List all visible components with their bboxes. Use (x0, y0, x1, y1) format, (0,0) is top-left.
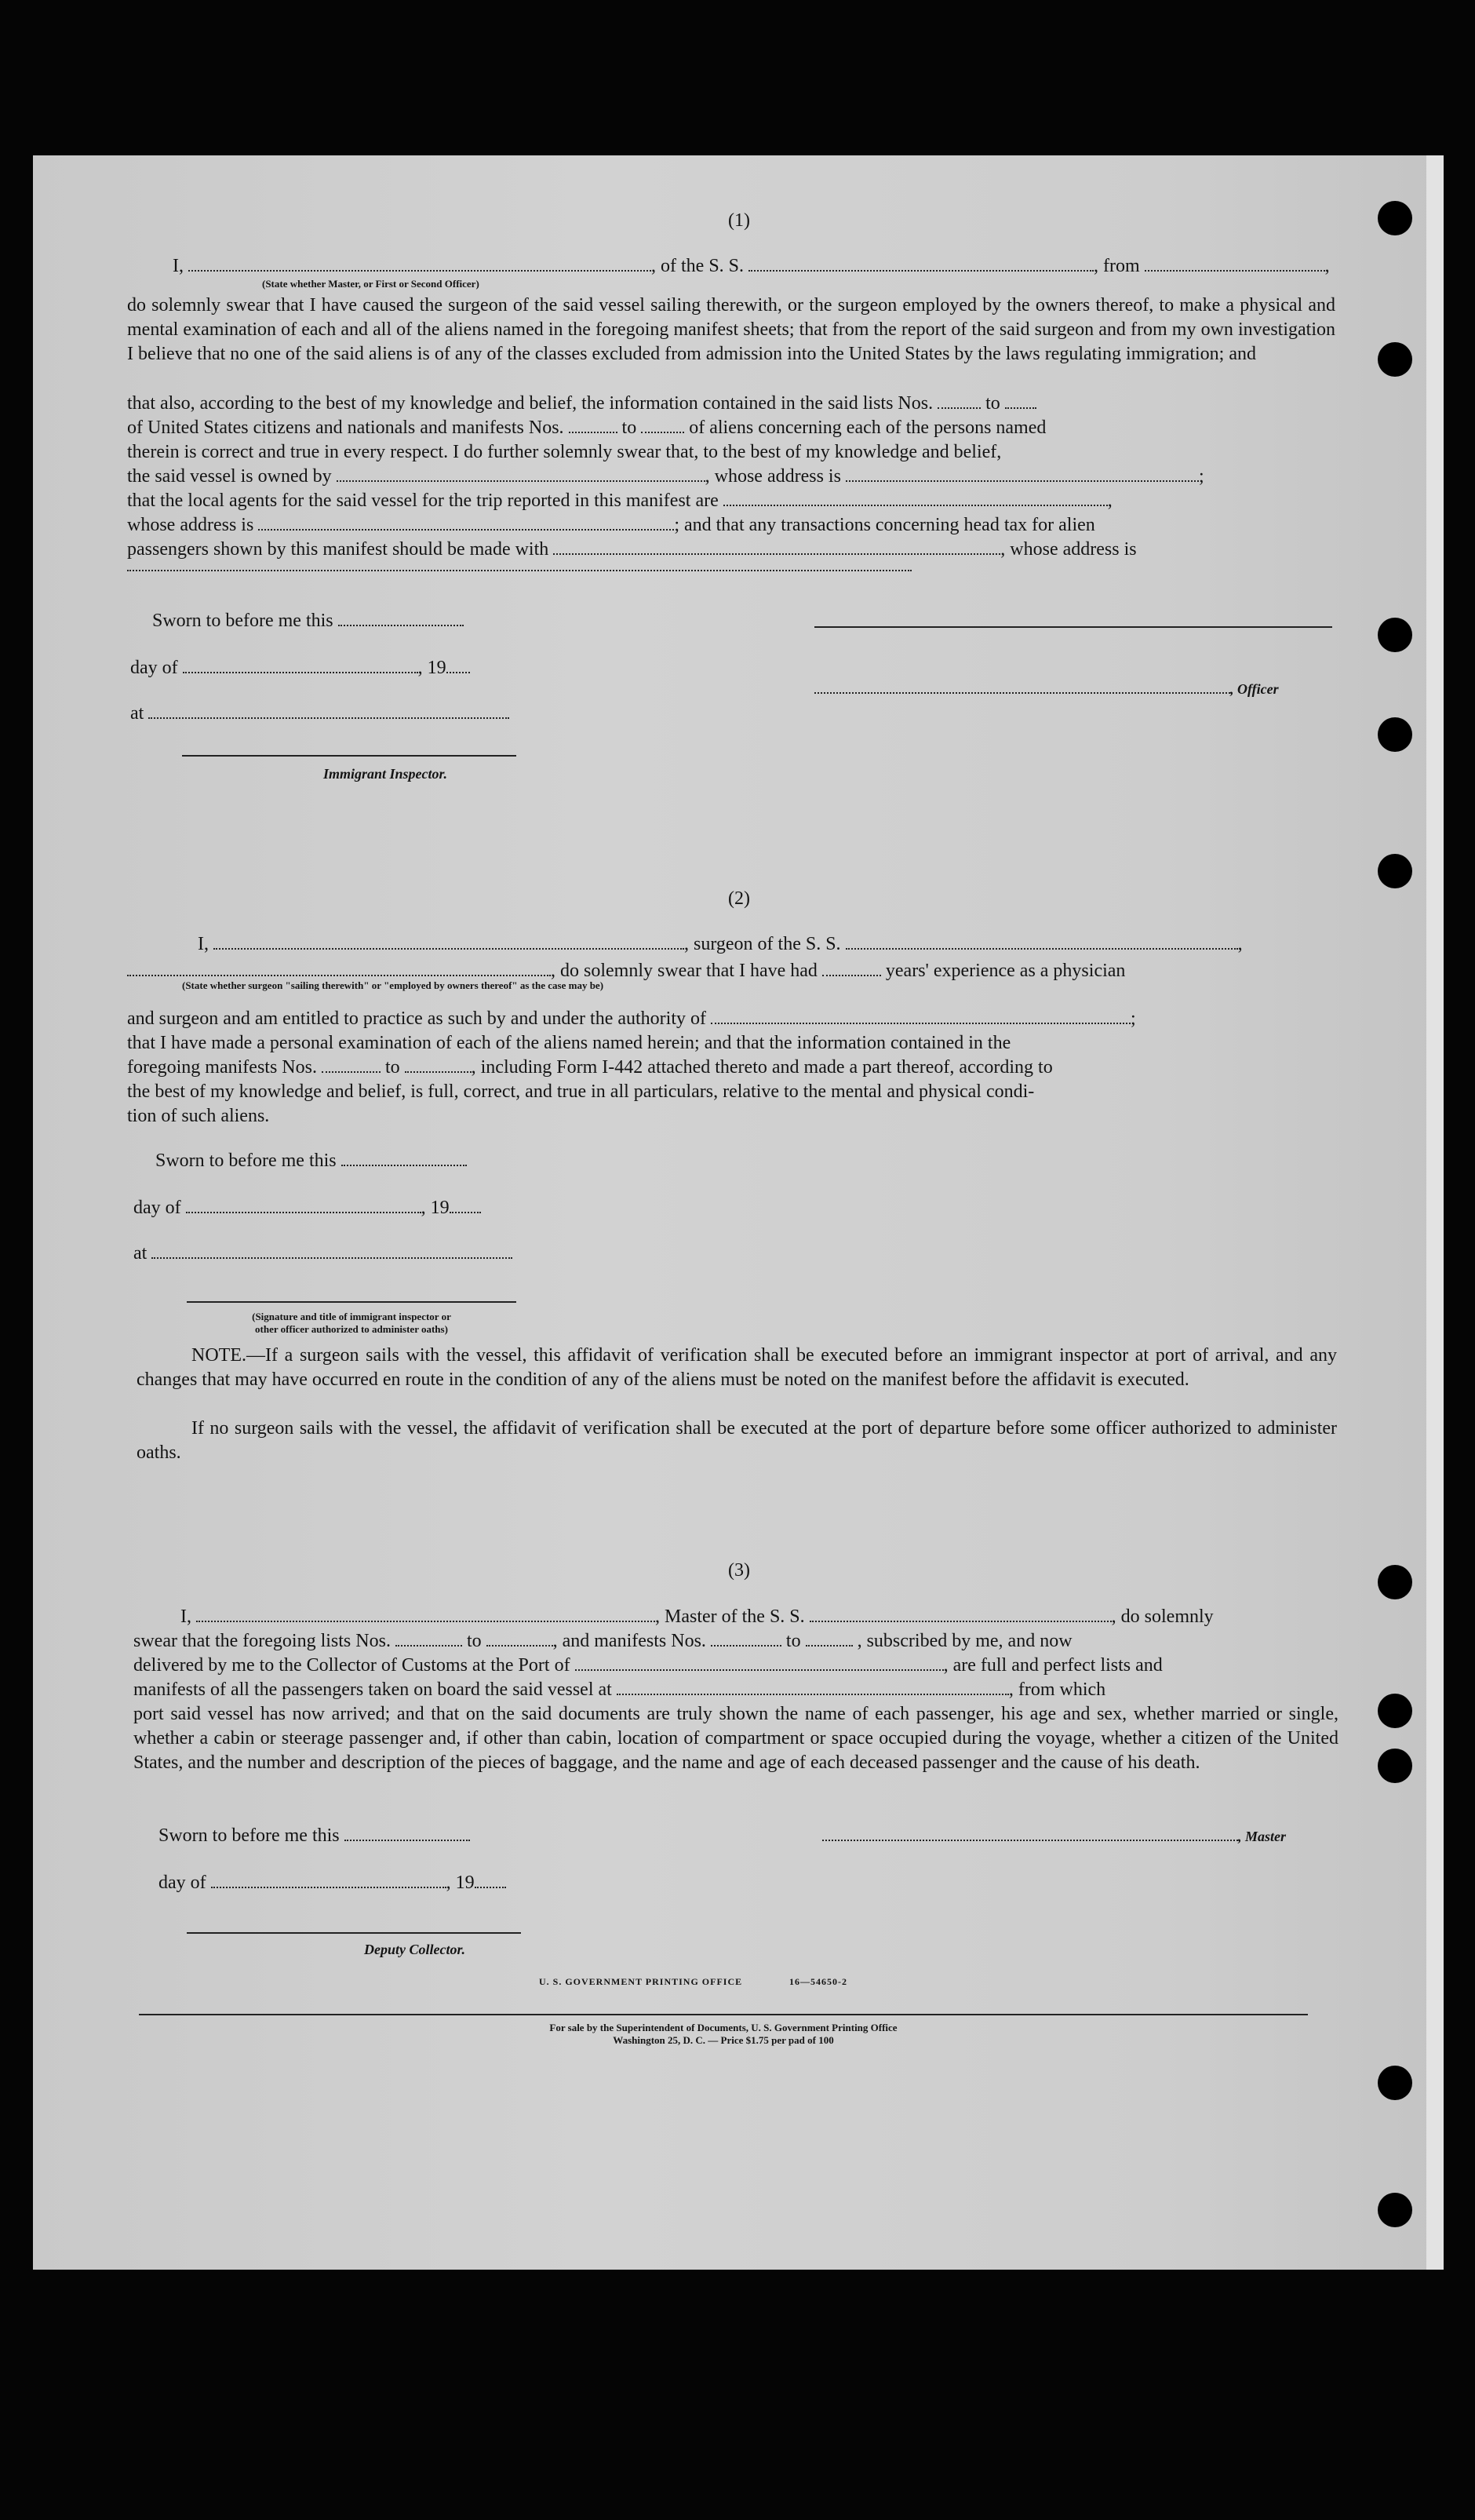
s2-surgeon-caption: (State whether surgeon "sailing therewith" or "employed by owners thereof" as the case may be) (182, 979, 604, 991)
s3-collector-text: delivered by me to the Collector of Customs at the Port of (133, 1655, 570, 1676)
s1-from-label: , from (1094, 256, 1140, 276)
s3-manifests-text: , and manifests Nos. (552, 1631, 706, 1651)
s1-from-port-field (1145, 257, 1325, 272)
s2-authority-text: and surgeon and am entitled to practice as such by and under the authority of (127, 1008, 706, 1029)
s1-year-field (446, 659, 470, 673)
punch-hole (1378, 1749, 1412, 1783)
s1-officer-line (814, 676, 1444, 702)
s3-collector-line (133, 1654, 1357, 1678)
manifest-verification-sheet (33, 155, 1444, 2270)
s2-authority-field (711, 1010, 1131, 1024)
s1-owner-field (337, 468, 705, 482)
s2-at-text: at (133, 1243, 148, 1264)
s3-departure-port-field (617, 1681, 1009, 1695)
s2-surgeon-of-ss-label: , surgeon of the S. S. (684, 934, 841, 954)
s2-signature-caption-1: (Signature and title of immigrant inspector or (252, 1311, 451, 1322)
for-sale-line-1: For sale by the Superintendent of Documents, U. S. Government Printing Office (549, 2022, 898, 2033)
s1-lists-from-field (938, 395, 981, 409)
s3-sworn-date-field (344, 1827, 470, 1841)
s1-lists-line (127, 392, 1351, 416)
form-code: 16—54650-2 (789, 1976, 847, 1987)
s2-note: NOTE.—If a surgeon sails with the vessel, this affidavit of verification shall be executed before an immigrant inspector at port of arrival, and any changes that may have occurred en route in the condition of any of the aliens must be noted on the manifest before the affidavit is executed. (137, 1345, 1337, 1390)
s2-aliens-line: tion of such aliens. (127, 1106, 270, 1126)
s1-lists-text: that also, according to the best of my knowledge and belief, the information contained in the said lists Nos. (127, 393, 934, 414)
s3-oath-opening (180, 1605, 1404, 1629)
punch-hole (1378, 854, 1412, 888)
s3-boarded-text: manifests of all the passengers taken on board the said vessel at (133, 1679, 612, 1700)
s1-officer-label: , Officer (1230, 681, 1279, 697)
s3-do-solemnly-text: , do solemnly (1111, 1606, 1214, 1627)
s3-master-name-field (196, 1608, 655, 1622)
s1-i: I, (173, 256, 184, 276)
s1-sworn-line (152, 609, 1376, 633)
punch-hole (1378, 1565, 1412, 1599)
s1-manifests-to-field (641, 419, 684, 433)
s2-swear-text: , do solemnly swear that I have had (551, 961, 818, 981)
s2-examination-line: that I have made a personal examination of each of the aliens named herein; and that the information contained in the (127, 1033, 1011, 1053)
s2-day-line (133, 1196, 1357, 1220)
s2-signature-caption-2: other officer authorized to administer oaths) (255, 1323, 448, 1335)
s1-head-tax-text: ; and that any transactions concerning head tax for alien (674, 515, 1095, 535)
s3-full-lists-text: , are full and perfect lists and (943, 1655, 1163, 1676)
s2-note-no-surgeon: If no surgeon sails with the vessel, the affidavit of verification shall be executed at the port of departure before some officer authorized to administer oaths. (137, 1418, 1337, 1463)
punch-hole (1378, 2066, 1412, 2100)
s3-master-of-ss-label: , Master of the S. S. (655, 1606, 805, 1627)
s1-sworn-date-field (338, 612, 464, 626)
s2-manifests-line (127, 1056, 1351, 1080)
s3-day-line (158, 1871, 1382, 1895)
s3-year-field (475, 1874, 506, 1888)
s1-further-swear: therein is correct and true in every respect. I do further solemnly swear that, to the best of my knowledge and belief, (127, 442, 1002, 462)
s3-year-text: , 19 (446, 1873, 475, 1893)
s3-master-label: , Master (1238, 1829, 1287, 1844)
s3-to-label: to (785, 1631, 801, 1651)
s1-aliens-text: of aliens concerning each of the persons named (689, 418, 1047, 438)
s2-to-label: to (384, 1057, 400, 1078)
s1-inspector-label: Immigrant Inspector. (323, 766, 448, 782)
s1-officer-title-field (188, 257, 651, 272)
for-sale-line-2: Washington 25, D. C. — Price $1.75 per pad of 100 (613, 2034, 834, 2046)
s1-sworn-text: Sworn to before me this (152, 611, 333, 631)
s2-belief-line: the best of my knowledge and belief, is full, correct, and true in all particulars, relative to the mental and physical condi- (127, 1081, 1035, 1102)
s1-to-label: to (985, 393, 1000, 414)
s2-i: I, (198, 934, 209, 954)
s2-sworn-text: Sworn to before me this (155, 1151, 337, 1171)
s1-officer-caption: (State whether Master, or First or Second Officer) (262, 278, 479, 290)
s1-of-ss-label: , of the S. S. (651, 256, 745, 276)
s1-manifests-from-field (569, 419, 617, 433)
s2-years-field (822, 962, 881, 976)
s1-day-text: day of (130, 658, 178, 678)
s1-inspector-signature-line (182, 755, 516, 757)
section-1-number: (1) (728, 210, 750, 231)
s1-lists-to-field (1005, 395, 1036, 409)
s1-oath-opening: I, , of the S. S. , from , (173, 256, 1330, 276)
s3-deputy-label: Deputy Collector. (364, 1942, 465, 1957)
s2-day-field (186, 1199, 421, 1213)
footer-rule (139, 2014, 1308, 2015)
punch-hole (1378, 342, 1412, 377)
s3-master-line (822, 1824, 1444, 1849)
s2-form-text: , including Form I-442 attached thereto and made a part thereof, according to (471, 1057, 1053, 1078)
s1-officer-signature-field (814, 680, 1230, 694)
s1-agents-field (723, 492, 1108, 506)
s3-i: I, (180, 1606, 191, 1627)
s1-at-text: at (130, 703, 144, 724)
s3-to-label: to (466, 1631, 482, 1651)
s1-address-continuation-field (127, 570, 912, 571)
punch-hole (1378, 201, 1412, 235)
s3-ship-name-field (810, 1608, 1112, 1622)
s1-at-line (130, 702, 1354, 726)
s2-surgeon-name-field (213, 935, 684, 950)
s3-manifests-to-field (806, 1632, 853, 1647)
s2-manifests-from-field (322, 1059, 381, 1073)
s2-ship-name-field (846, 935, 1238, 950)
s1-head-tax-line (127, 538, 1351, 562)
s2-at-line (133, 1242, 1357, 1266)
s2-inspector-signature-line (187, 1301, 516, 1303)
s2-sworn-line (155, 1149, 1379, 1173)
s3-paragraph: port said vessel has now arrived; and that on the said documents are truly shown the name of each passenger, his age and sex, whether married or single, whether a cabin or steerage passenger and, if other than cabin, location of compartment or space occupied during the voyage, whether a citizen of the United States, and the number and description of the pieces of baggage, and the name and age of each deceased passenger and the cause of his death. (133, 1704, 1338, 1773)
s1-owner-address-field (846, 468, 1199, 482)
s3-port-field (575, 1657, 944, 1671)
s1-whose-address-text: whose address is (127, 515, 254, 535)
s2-year-text: , 19 (421, 1198, 450, 1218)
s2-years-text: years' experience as a physician (885, 961, 1126, 981)
s1-agents-text: that the local agents for the said vessel for the trip reported in this manifest are (127, 491, 719, 511)
s3-day-field (211, 1874, 446, 1888)
s1-officer-signature-line (814, 626, 1332, 628)
s3-deputy-signature-line (187, 1932, 521, 1934)
s3-manifests-from-field (711, 1632, 781, 1647)
s1-made-with-text: passengers shown by this manifest should be made with (127, 539, 549, 560)
section-2-number: (2) (728, 888, 750, 909)
s2-sworn-date-field (341, 1152, 467, 1166)
s1-owner-line: the said vessel is owned by , whose address is ; (127, 466, 1204, 487)
punch-hole (1378, 618, 1412, 652)
s1-day-field (183, 659, 418, 673)
s1-at-field (148, 705, 509, 719)
s3-lists-text: swear that the foregoing lists Nos. (133, 1631, 391, 1651)
s1-agents-line: that the local agents for the said vessel for the trip reported in this manifest are , (127, 491, 1113, 511)
s2-oath-opening: I, , surgeon of the S. S. , (198, 934, 1243, 954)
s2-surgeon-type-field (127, 962, 551, 976)
s2-at-field (151, 1245, 512, 1259)
s3-day-text: day of (158, 1873, 206, 1893)
s1-ship-name-field (748, 257, 1094, 272)
s1-paragraph-1: do solemnly swear that I have caused the surgeon of the said vessel sailing therewith, or the surgeon employed by the owners thereof, to make a physical and mental examination of each and all of the aliens named in the foregoing manifest sheets; that from the report of the said surgeon and from my own investigation I believe that no one of the said aliens is of any of the classes excluded from admission into the United States by the laws regulating immigration; and (127, 295, 1335, 364)
s3-lists-line (133, 1629, 1357, 1654)
s3-lists-from-field (395, 1632, 462, 1647)
punch-hole (1378, 717, 1412, 752)
s1-manifests-line (127, 416, 1351, 440)
s1-whose-address-text: , whose address is (705, 466, 841, 487)
s2-manifests-to-field (405, 1059, 472, 1073)
s3-subscribed-text: , subscribed by me, and now (857, 1631, 1073, 1651)
s1-owned-by-text: the said vessel is owned by (127, 466, 332, 487)
printing-office-imprint: U. S. GOVERNMENT PRINTING OFFICE (539, 1976, 743, 1987)
s2-manifests-text: foregoing manifests Nos. (127, 1057, 317, 1078)
s2-day-text: day of (133, 1198, 181, 1218)
s3-master-signature-field (822, 1827, 1238, 1841)
s2-year-field (450, 1199, 481, 1213)
s1-agents-address-field (258, 516, 674, 531)
s3-boarded-line (133, 1678, 1357, 1702)
punch-hole (1378, 1694, 1412, 1728)
s1-to-label: to (621, 418, 637, 438)
s3-from-which-text: , from which (1008, 1679, 1106, 1700)
section-3-number: (3) (728, 1560, 750, 1581)
s2-authority-line: and surgeon and am entitled to practice as such by and under the authority of ; (127, 1008, 1136, 1029)
s1-agents-address-line (127, 513, 1351, 538)
s3-lists-to-field (486, 1632, 553, 1647)
s1-whose-address-text: , whose address is (1000, 539, 1137, 560)
s3-sworn-text: Sworn to before me this (158, 1825, 340, 1846)
punch-hole (1378, 2193, 1412, 2227)
s1-head-tax-agent-field (553, 541, 1000, 555)
s1-year-text: , 19 (417, 658, 446, 678)
s1-manifests-text: of United States citizens and nationals and manifests Nos. (127, 418, 564, 438)
